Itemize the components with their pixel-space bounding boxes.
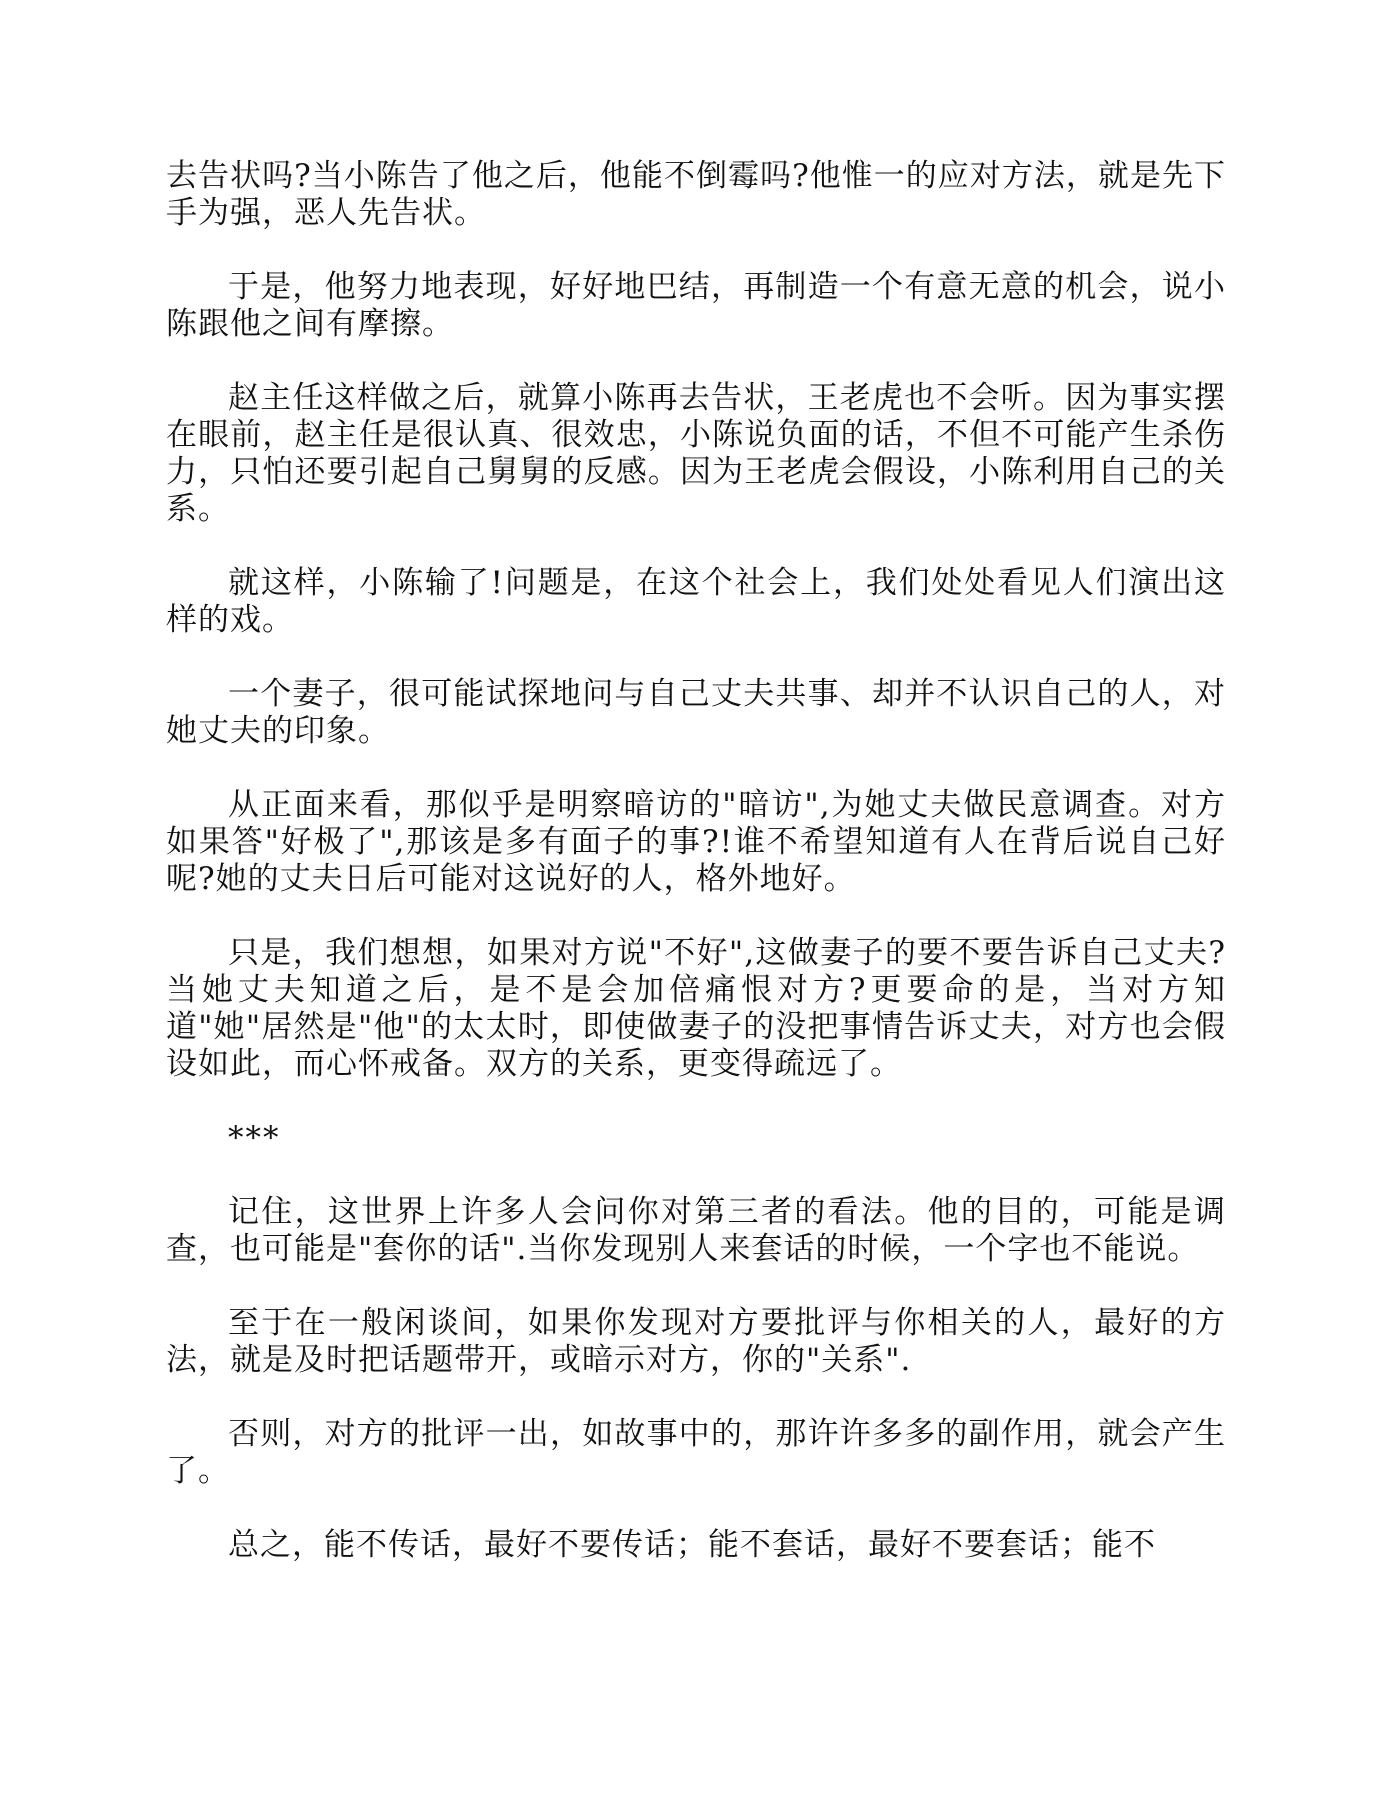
paragraph-2: 于是，他努力地表现，好好地巴结，再制造一个有意无意的机会，说小陈跟他之间有摩擦。: [166, 269, 1226, 342]
paragraph-4: 就这样，小陈输了!问题是，在这个社会上，我们处处看见人们演出这样的戏。: [166, 565, 1226, 638]
paragraph-10: 否则，对方的批评一出，如故事中的，那许许多多的副作用，就会产生了。: [166, 1416, 1226, 1489]
paragraph-5: 一个妻子，很可能试探地问与自己丈夫共事、却并不认识自己的人，对她丈夫的印象。: [166, 676, 1226, 749]
paragraph-3: 赵主任这样做之后，就算小陈再去告状，王老虎也不会听。因为事实摆在眼前，赵主任是很认真、很效忠，小陈说负面的话，不但不可能产生杀伤力，只怕还要引起自己舅舅的反感。因为王老虎会假设，小陈利用自己的关系。: [166, 380, 1226, 527]
document-body: [166, 158, 1226, 1601]
paragraph-6: 从正面来看，那似乎是明察暗访的"暗访",为她丈夫做民意调查。对方如果答"好极了",那该是多有面子的事?!谁不希望知道有人在背后说自己好呢?她的丈夫日后可能对这说好的人，格外地好。: [166, 787, 1226, 897]
paragraph-8: 记住，这世界上许多人会问你对第三者的看法。他的目的，可能是调查，也可能是"套你的话".当你发现别人来套话的时候，一个字也不能说。: [166, 1194, 1226, 1267]
paragraph-7: 只是，我们想想，如果对方说"不好",这做妻子的要不要告诉自己丈夫?当她丈夫知道之后，是不是会加倍痛恨对方?更要命的是，当对方知道"她"居然是"他"的太太时，即使做妻子的没把事情告诉丈夫，对方也会假设如此，而心怀戒备。双方的关系，更变得疏远了。: [166, 935, 1226, 1082]
paragraph-1: 去告状吗?当小陈告了他之后，他能不倒霉吗?他惟一的应对方法，就是先下手为强，恶人先告状。: [166, 158, 1226, 231]
section-separator: ***: [228, 1120, 281, 1156]
paragraph-9: 至于在一般闲谈间，如果你发现对方要批评与你相关的人，最好的方法，就是及时把话题带开，或暗示对方，你的"关系".: [166, 1305, 1226, 1378]
paragraph-11: 总之，能不传话，最好不要传话；能不套话，最好不要套话；能不: [228, 1527, 1156, 1563]
